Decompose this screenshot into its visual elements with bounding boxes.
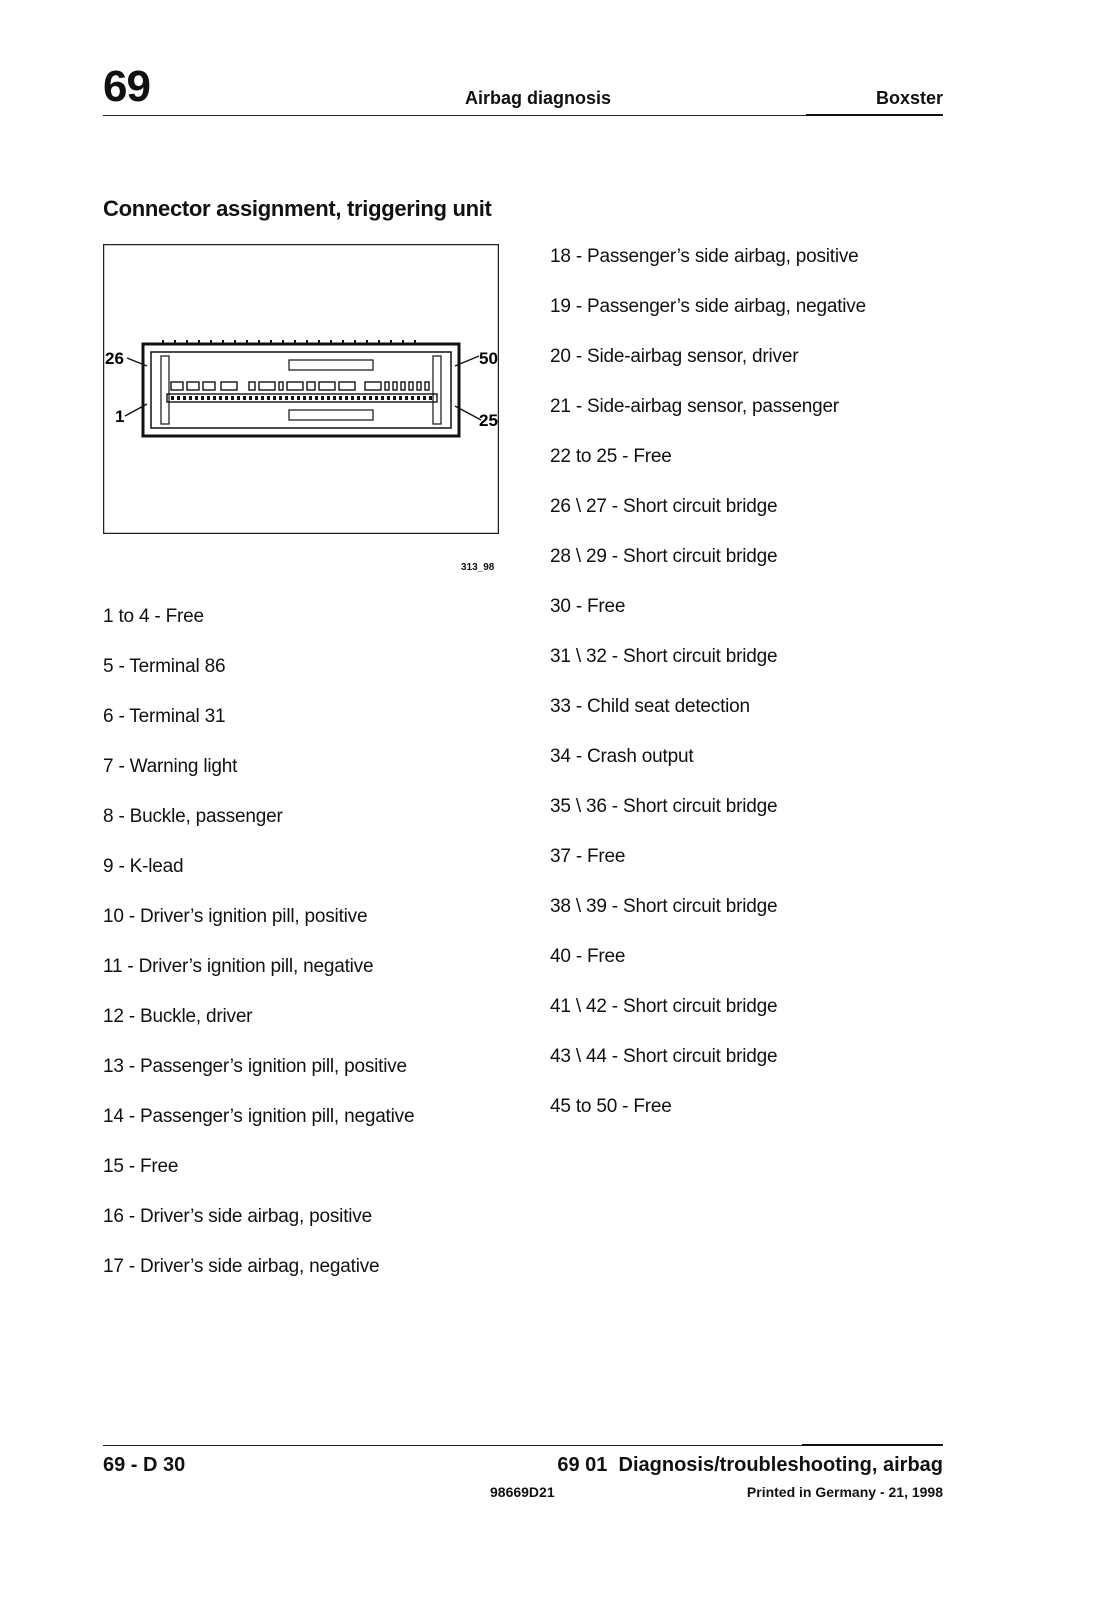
pin-list-left [103, 605, 414, 1305]
pin-list-right [550, 245, 866, 1145]
pin-label-26: 26 [105, 349, 124, 368]
list-item: 43 \ 44 - Short circuit bridge [550, 1046, 778, 1067]
figure-caption: 313_98 [461, 562, 495, 573]
list-item: 21 - Side-airbag sensor, passenger [550, 396, 839, 417]
page-reference: 69 - D 30 [103, 1454, 186, 1476]
document-code: 98669D21 [490, 1484, 555, 1500]
section-title: Connector assignment, triggering unit [103, 196, 492, 221]
list-item: 9 - K-lead [103, 856, 184, 877]
list-item: 10 - Driver’s ignition pill, positive [103, 906, 368, 927]
list-item: 11 - Driver’s ignition pill, negative [103, 956, 374, 977]
list-item: 13 - Passenger’s ignition pill, positive [103, 1056, 407, 1077]
header-rule-accent [806, 114, 943, 116]
list-item: 14 - Passenger’s ignition pill, negative [103, 1106, 415, 1127]
pin-label-1: 1 [115, 407, 125, 426]
list-item: 26 \ 27 - Short circuit bridge [550, 496, 778, 517]
list-item: 17 - Driver’s side airbag, negative [103, 1256, 380, 1277]
list-item: 6 - Terminal 31 [103, 706, 226, 727]
print-info: Printed in Germany - 21, 1998 [746, 1484, 943, 1500]
pin-label-50: 50 [479, 349, 498, 368]
page-header-model: Boxster [875, 88, 943, 108]
list-item: 22 to 25 - Free [550, 446, 672, 467]
connector-figure [103, 244, 499, 534]
pin-label-25: 25 [479, 411, 498, 430]
list-item: 45 to 50 - Free [550, 1096, 672, 1117]
connector-diagram [103, 244, 499, 534]
list-item: 12 - Buckle, driver [103, 1006, 253, 1027]
page-header-title: Airbag diagnosis [465, 88, 612, 108]
list-item: 15 - Free [103, 1156, 179, 1177]
list-item: 8 - Buckle, passenger [103, 806, 283, 827]
list-item: 38 \ 39 - Short circuit bridge [550, 896, 778, 917]
list-item: 30 - Free [550, 596, 626, 617]
list-item: 20 - Side-airbag sensor, driver [550, 346, 799, 367]
list-item: 31 \ 32 - Short circuit bridge [550, 646, 778, 667]
list-item: 28 \ 29 - Short circuit bridge [550, 546, 778, 567]
list-item: 16 - Driver’s side airbag, positive [103, 1206, 372, 1227]
list-item: 5 - Terminal 86 [103, 656, 226, 677]
list-item: 33 - Child seat detection [550, 696, 750, 717]
footer-rule-accent [802, 1444, 943, 1446]
list-item: 34 - Crash output [550, 746, 694, 767]
list-item: 35 \ 36 - Short circuit bridge [550, 796, 778, 817]
list-item: 1 to 4 - Free [103, 606, 204, 627]
footer-section-title: 69 01 Diagnosis/troubleshooting, airbag [557, 1454, 943, 1476]
list-item: 19 - Passenger’s side airbag, negative [550, 296, 866, 317]
chapter-number: 69 [103, 62, 150, 111]
list-item: 40 - Free [550, 946, 626, 967]
list-item: 18 - Passenger’s side airbag, positive [550, 246, 859, 267]
list-item: 41 \ 42 - Short circuit bridge [550, 996, 778, 1017]
list-item: 37 - Free [550, 846, 626, 867]
list-item: 7 - Warning light [103, 756, 238, 777]
